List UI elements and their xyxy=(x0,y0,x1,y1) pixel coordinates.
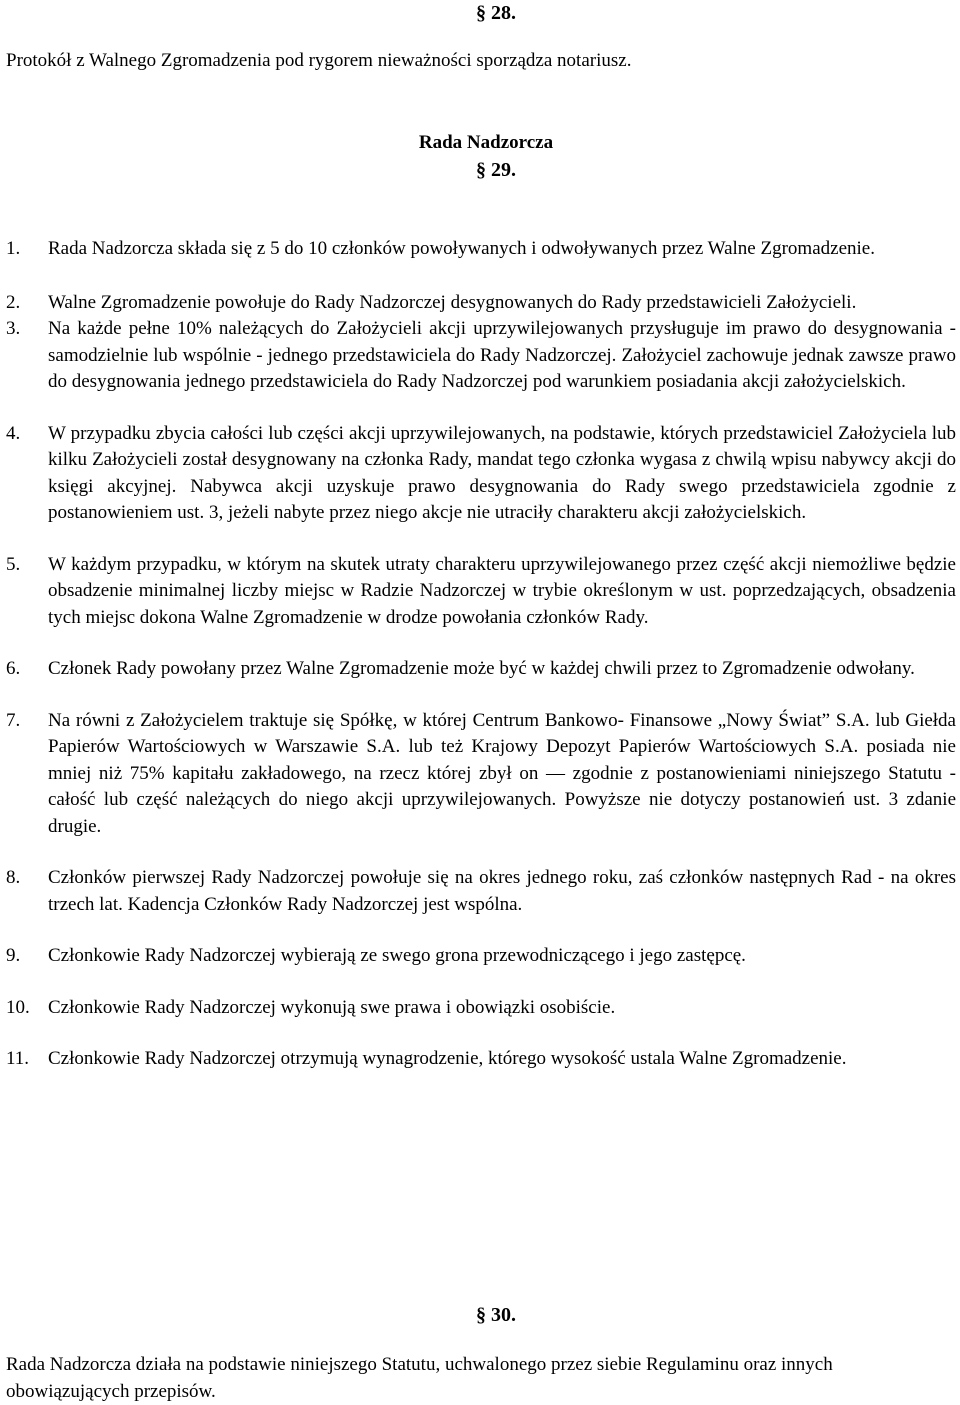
list-item xyxy=(6,421,956,527)
item-number: 4. xyxy=(6,422,21,444)
item-number: 6. xyxy=(6,658,21,679)
list-item xyxy=(6,552,956,632)
item-text: Na równi z Założycielem traktuje się Spółkę, w której Centrum Bankowo- Finansowe „Nowy Świat” S.A. lub Giełda Papierów Wartościowych w Warszawie S.A. lub też Krajowy Depozyt Papierów Wartościowych S.A. posiada nie mniej niż 75% kapitału zakładowego, na rzecz której zbył on — zgodnie z postanowieniami niniejszego Statutu - całość lub część należących do niego akcji uprzywilejowanych. Powyższe nie dotyczy postanowień ust. 3 zdanie drugie. xyxy=(48,709,956,837)
list-item xyxy=(6,290,956,317)
item-text: Walne Zgromadzenie powołuje do Rady Nadzorczej desygnowanych do Rady przedstawicieli Założycieli. xyxy=(48,291,857,313)
list-item xyxy=(6,995,956,1022)
item-number: 9. xyxy=(6,945,21,966)
item-text: Członek Rady powołany przez Walne Zgromadzenie może być w każdej chwili przez to Zgromadzenie odwołany. xyxy=(48,658,915,679)
section-29-heading: § 29. xyxy=(476,159,516,181)
item-number: 11. xyxy=(6,1048,30,1069)
item-number: 1. xyxy=(6,238,21,259)
item-text: W przypadku zbycia całości lub części akcji uprzywilejowanych, na podstawie, których przedstawiciel Założyciela lub kilku Założycieli został desygnowany na członka Rady, mandat tego członka wygasa z chwilą wpisu nabywcy akcji do księgi akcyjnej. Nabywca akcji uzyskuje prawo desygnowania do Rady swego przedstawiciela zgodnie z postanowieniem ust. 3, jeżeli nabyte przez niego akcje nie utraciły charakteru akcji założycielskich. xyxy=(48,422,956,523)
list-item xyxy=(6,865,956,918)
list-item xyxy=(6,943,956,970)
section-30-heading: § 30. xyxy=(476,1304,516,1326)
chapter-title: Rada Nadzorcza xyxy=(418,132,554,153)
item-text: Członkowie Rady Nadzorczej wykonują swe prawa i obowiązki osobiście. xyxy=(48,996,616,1018)
list-item xyxy=(6,656,956,683)
intro-paragraph: Protokół z Walnego Zgromadzenia pod rygorem nieważności sporządza notariusz. xyxy=(6,50,632,71)
item-number: 3. xyxy=(6,318,21,339)
item-text: Rada Nadzorcza składa się z 5 do 10 członków powoływanych i odwoływanych przez Walne Zgromadzenie. xyxy=(48,238,875,259)
list-item xyxy=(6,236,956,263)
list-item xyxy=(6,1046,956,1073)
item-number: 8. xyxy=(6,867,21,888)
list-item xyxy=(6,316,956,396)
item-text: Członkowie Rady Nadzorczej wybierają ze swego grona przewodniczącego i jego zastępcę. xyxy=(48,945,746,966)
item-number: 7. xyxy=(6,709,21,731)
item-text: Na każde pełne 10% należących do Założycieli akcji uprzywilejowanych przysługuje im prawo do desygnowania - samodzielnie lub wspólnie - jednego przedstawiciela do Rady Nadzorczej. Założyciel zachowuje jednak zawsze prawo do desygnowania jednego przedstawiciela do Rady Nadzorczej pod warunkiem posiadania akcji założycielskich. xyxy=(48,318,956,392)
section-28-heading: § 28. xyxy=(476,2,516,24)
item-number: 5. xyxy=(6,553,21,575)
item-number: 10. xyxy=(6,996,30,1018)
item-text: Członkowie Rady Nadzorczej otrzymują wynagrodzenie, którego wysokość ustala Walne Zgromadzenie. xyxy=(48,1048,847,1069)
item-text: W każdym przypadku, w którym na skutek utraty charakteru uprzywilejowanego przez część akcji niemożliwe będzie obsadzenie minimalnej liczby miejsc w Radzie Nadzorczej w trybie określonym w ust. poprzedzających, obsadzenia tych miejsc dokona Walne Zgromadzenie w drodze powołania członków Rady. xyxy=(48,553,956,628)
item-number: 2. xyxy=(6,291,21,313)
item-text: Członków pierwszej Rady Nadzorczej powołuje się na okres jednego roku, zaś członków następnych Rad - na okres trzech lat. Kadencja Członków Rady Nadzorczej jest wspólna. xyxy=(48,867,956,915)
list-item xyxy=(6,708,956,841)
closing-paragraph: Rada Nadzorcza działa na podstawie niniejszego Statutu, uchwalonego przez siebie Regulaminu oraz innych obowiązujących przepisów. xyxy=(6,1354,833,1402)
numbered-list xyxy=(6,236,956,1073)
